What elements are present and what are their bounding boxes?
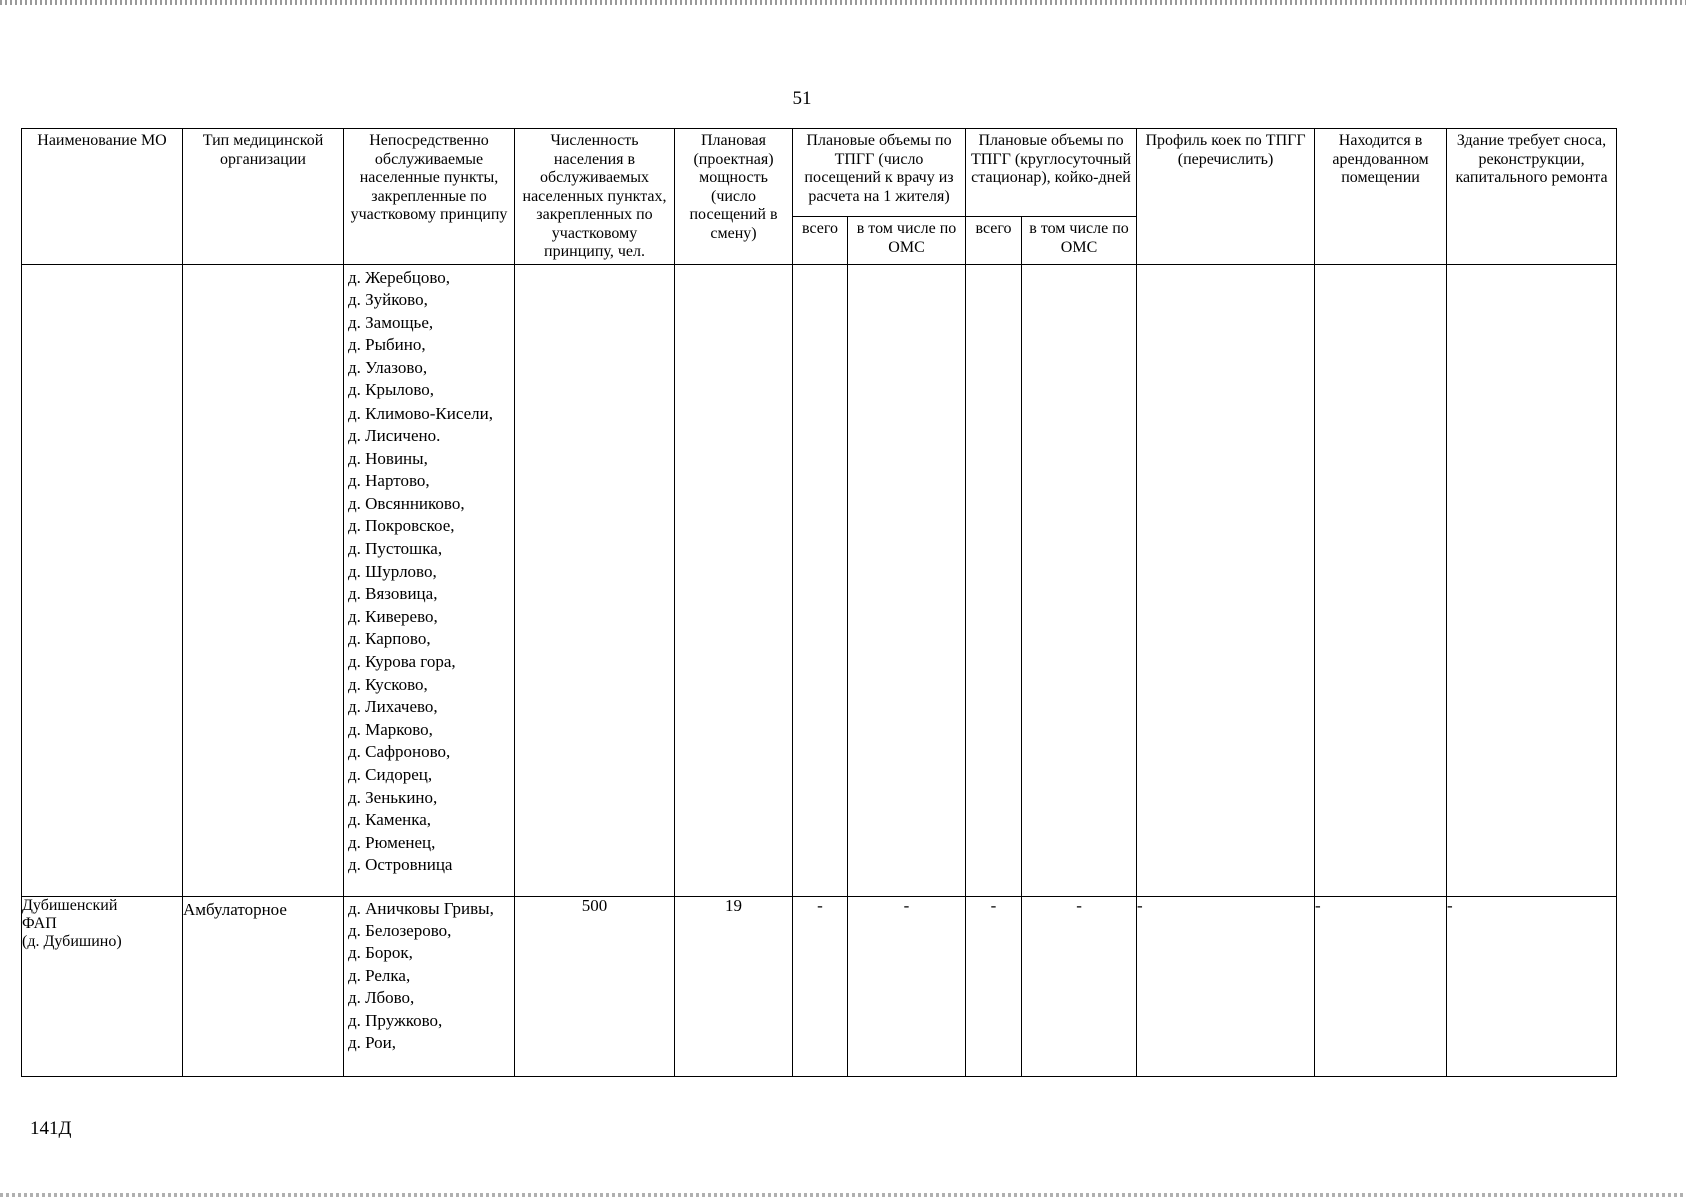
list-item: д. Киверево, <box>348 606 438 626</box>
settlement-list <box>344 265 514 877</box>
list-item: д. Сидорец, <box>348 764 433 784</box>
list-item: д. Улазово, <box>348 357 428 377</box>
list-item: д. Жеребцово, <box>348 267 451 287</box>
list-item: д. Вязовица, <box>348 584 438 604</box>
header-building: Здание требует сноса, реконструкции, капитального ремонта <box>1447 129 1617 265</box>
cell-org-type: Амбулаторное <box>183 896 344 1076</box>
cell-visits-total: - <box>793 896 848 1076</box>
scan-edge-top <box>0 0 1686 5</box>
header-settlements: Непосредственно обслуживаемые населенные пункты, закрепленные по участковому принципу <box>344 129 515 265</box>
list-item: д. Белозерово, <box>348 920 452 940</box>
list-item: д. Каменка, <box>348 810 432 830</box>
page-number: 51 <box>792 88 812 109</box>
cell-org-type <box>183 264 344 896</box>
cell-beds-oms: - <box>1022 896 1137 1076</box>
cell-bed-profile <box>1137 264 1315 896</box>
header-visits-total: всего <box>793 217 848 264</box>
cell-visits-total <box>793 264 848 896</box>
cell-visits-oms <box>848 264 966 896</box>
header-population: Численность населения в обслуживаемых населенных пунктах, закрепленных по участковому принципу, чел. <box>515 129 675 265</box>
header-row-1 <box>22 129 1617 217</box>
list-item: д. Зенькино, <box>348 787 438 807</box>
list-item: д. Зуйково, <box>348 290 428 310</box>
header-beds-oms: в том числе по ОМС <box>1022 217 1137 264</box>
medical-organizations-table <box>21 128 1617 1077</box>
cell-beds-total <box>966 264 1022 896</box>
cell-visits-oms: - <box>848 896 966 1076</box>
list-item: д. Рюменец, <box>348 832 436 852</box>
list-item: д. Рои, <box>348 1033 397 1053</box>
header-volumes-visits: Плановые объемы по ТПГГ (число посещений к врачу из расчета на 1 жителя) <box>793 129 966 217</box>
list-item: д. Пружково, <box>348 1010 443 1030</box>
list-item: д. Марково, <box>348 719 433 739</box>
cell-building <box>1447 264 1617 896</box>
header-org-type: Тип медицинской организации <box>183 129 344 265</box>
header-bed-profile: Профиль коек по ТПГГ (перечислить) <box>1137 129 1315 265</box>
header-rented: Находится в арендованном помещении <box>1315 129 1447 265</box>
fap-name-line: ФАП <box>22 914 57 932</box>
list-item: д. Шурлово, <box>348 561 437 581</box>
list-item: д. Новины, <box>348 448 428 468</box>
list-item: д. Островница <box>348 855 453 875</box>
list-item: д. Карпово, <box>348 629 431 649</box>
cell-rented <box>1315 264 1447 896</box>
list-item: д. Релка, <box>348 965 411 985</box>
list-item: д. Пустошка, <box>348 539 443 559</box>
header-volumes-beds: Плановые объемы по ТПГГ (круглосуточный стационар), койко-дней <box>966 129 1137 217</box>
cell-mo-name <box>22 896 183 1076</box>
header-visits-oms: в том числе по ОМС <box>848 217 966 264</box>
list-item: д. Рыбино, <box>348 335 426 355</box>
list-item: д. Борок, <box>348 943 413 963</box>
list-item: д. Нартово, <box>348 471 430 491</box>
cell-settlements <box>344 896 515 1076</box>
table-row-dubishenskiy-fap <box>22 896 1617 1076</box>
cell-rented: - <box>1315 896 1447 1076</box>
header-mo-name: Наименование МО <box>22 129 183 265</box>
list-item: д. Аничковы Гривы, <box>348 898 494 918</box>
header-beds-total: всего <box>966 217 1022 264</box>
list-item: д. Замощье, <box>348 312 434 332</box>
list-item: д. Курова гора, <box>348 652 456 671</box>
cell-beds-total: - <box>966 896 1022 1076</box>
header-capacity: Плановая (проектная) мощность (число посещений в смену) <box>675 129 793 265</box>
cell-population: 500 <box>515 896 675 1076</box>
cell-building: - <box>1447 896 1617 1076</box>
list-item: д. Лисичено. <box>348 426 441 446</box>
cell-settlements <box>344 264 515 896</box>
cell-population <box>515 264 675 896</box>
fap-name-line: Дубишенский <box>22 896 118 914</box>
list-item: д. Овсянниково, <box>348 493 465 513</box>
cell-bed-profile: - <box>1137 896 1315 1076</box>
cell-capacity: 19 <box>675 896 793 1076</box>
list-item: д. Сафроново, <box>348 742 451 762</box>
list-item: д. Покровское, <box>348 516 455 536</box>
cell-mo-name <box>22 264 183 896</box>
scan-edge-bottom <box>0 1193 1686 1197</box>
fap-name-line: (д. Дубишино) <box>22 932 122 950</box>
list-item: д. Климово-Кисели, <box>348 404 493 424</box>
cell-beds-oms <box>1022 264 1137 896</box>
cell-capacity <box>675 264 793 896</box>
list-item: д. Лихачево, <box>348 697 438 717</box>
document-code: 141Д <box>30 1118 72 1139</box>
settlement-list <box>344 897 514 1056</box>
list-item: д. Кусково, <box>348 674 428 694</box>
table-row-continuation <box>22 264 1617 896</box>
list-item: д. Крылово, <box>348 380 435 400</box>
list-item: д. Лбово, <box>348 988 415 1008</box>
